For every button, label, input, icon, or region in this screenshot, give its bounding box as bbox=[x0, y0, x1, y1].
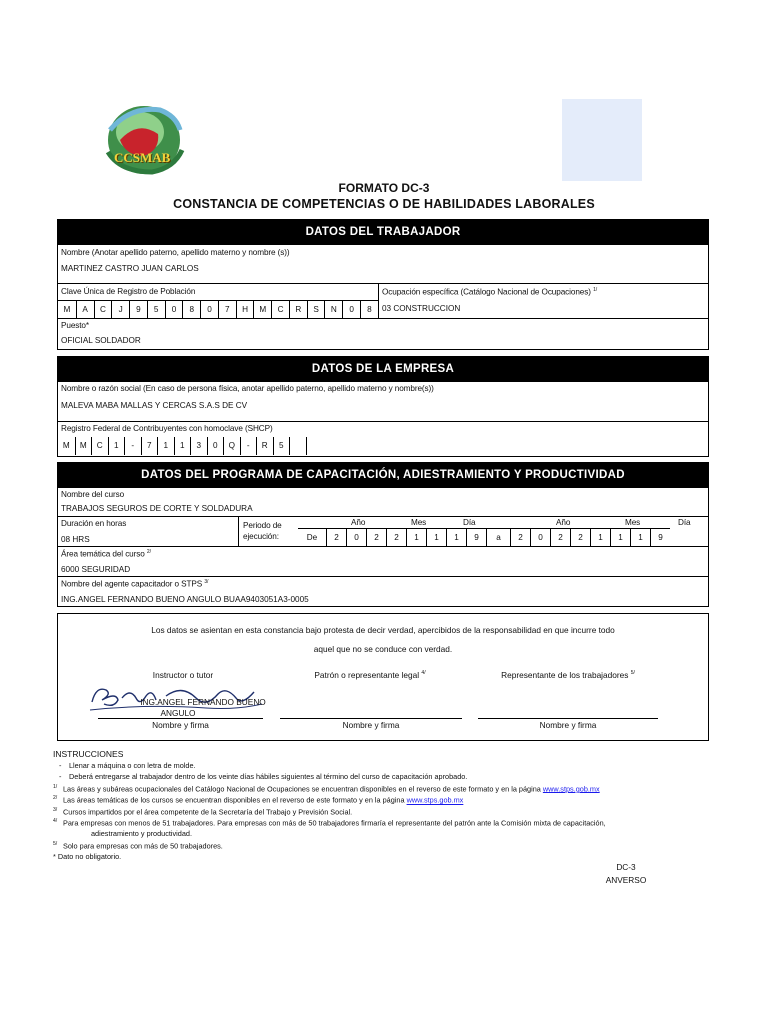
workers-rep-signature-line bbox=[478, 718, 658, 719]
declaration-box bbox=[57, 613, 709, 741]
curp-char-cell: H bbox=[236, 301, 254, 318]
rfc-label: Registro Federal de Contribuyentes con homoclave (SHCP) bbox=[61, 424, 273, 433]
instructions-title: INSTRUCCIONES bbox=[53, 749, 124, 759]
curp-char-cell: 9 bbox=[129, 301, 147, 318]
instruction-text: Las áreas temáticas de los cursos se encuentran disponibles en el reverso de este formato y en la página bbox=[63, 795, 405, 805]
end-month-label: Mes bbox=[625, 518, 641, 527]
end-year-label: Año bbox=[556, 518, 571, 527]
rfc-char-cell: 5 bbox=[273, 437, 290, 455]
section-trabajador-header: DATOS DEL TRABAJADOR bbox=[57, 219, 709, 245]
worker-name-row bbox=[57, 245, 709, 284]
period-from-label: De bbox=[298, 528, 326, 546]
start-day-label: Día bbox=[463, 518, 476, 527]
period-to-label: a bbox=[486, 528, 510, 546]
patron-caption: Nombre y firma bbox=[342, 720, 400, 730]
workers-rep-caption: Nombre y firma bbox=[539, 720, 597, 730]
curp-char-cell: C bbox=[271, 301, 289, 318]
workers-rep-sup: 5/ bbox=[630, 670, 635, 677]
duration-label: Duración en horas bbox=[61, 519, 127, 528]
instructor-title: Instructor o tutor bbox=[152, 670, 214, 680]
instruction-mark: - bbox=[59, 772, 62, 782]
rfc-cells bbox=[58, 437, 322, 455]
instruction-item bbox=[53, 784, 600, 793]
subject-area-value: 6000 SEGURIDAD bbox=[61, 565, 131, 574]
curp-char-cell: N bbox=[324, 301, 342, 318]
workers-rep-title bbox=[478, 670, 658, 680]
start-anio-digit: 2 bbox=[326, 528, 346, 546]
occupation-sup: 1/ bbox=[593, 287, 598, 293]
rfc-row bbox=[57, 422, 709, 457]
curp-char-cell: S bbox=[307, 301, 325, 318]
instructions-footnote: * Dato no obligatorio. bbox=[53, 852, 122, 861]
subject-area-row bbox=[57, 547, 709, 577]
instruction-text: Cursos impartidos por el área competente de la Secretaría del Trabajo y Previsión Social. bbox=[63, 807, 353, 817]
instruction-text: Deberá entregarse al trabajador dentro de los veinte días hábiles siguientes al término del curso de capacitación aprobado. bbox=[69, 772, 468, 782]
company-name-value: MALEVA MABA MALLAS Y CERCAS S.A.S DE CV bbox=[61, 401, 248, 410]
instruction-text: Llenar a máquina o con letra de molde. bbox=[69, 761, 196, 770]
instruction-mark: 1/ bbox=[53, 783, 58, 790]
instruction-text: Para empresas con menos de 51 trabajadores. Para empresas con más de 50 trabajadores firmaría el representante del patrón ante la Comisión mixta de capacitación, bbox=[63, 818, 606, 828]
form-subtitle: CONSTANCIA DE COMPETENCIAS O DE HABILIDADES LABORALES bbox=[173, 197, 595, 211]
form-title: FORMATO DC-3 bbox=[338, 181, 430, 195]
instruction-mark: 2/ bbox=[53, 795, 58, 802]
position-value: OFICIAL SOLDADOR bbox=[61, 336, 141, 345]
footer-code: DC-3 bbox=[616, 862, 636, 872]
end-day-label: Día bbox=[678, 518, 691, 527]
curp-char-cell: 8 bbox=[182, 301, 200, 318]
instruction-mark: - bbox=[59, 761, 62, 770]
duration-period-row bbox=[57, 517, 709, 547]
declaration-line-1: Los datos se asientan en esta constancia bajo protesta de decir verdad, apercibidos de la responsabilidad en que incurre todo bbox=[151, 625, 615, 635]
trainer-sup: 3/ bbox=[204, 579, 209, 585]
rfc-char-cell: - bbox=[240, 437, 257, 455]
rfc-char-cell: M bbox=[62, 441, 70, 450]
ccsmab-logo bbox=[100, 100, 188, 178]
instruction-item bbox=[53, 829, 192, 838]
end-mes-digit: 1 bbox=[610, 528, 630, 546]
instruction-mark: 5/ bbox=[53, 840, 58, 847]
start-month-label: Mes bbox=[411, 518, 427, 527]
rfc-char-cell: Q bbox=[223, 437, 240, 455]
instruction-item bbox=[53, 841, 223, 850]
instruction-mark: 3/ bbox=[53, 806, 58, 813]
end-anio-digit: 2 bbox=[510, 528, 530, 546]
instruction-item bbox=[53, 761, 196, 770]
course-name-row bbox=[57, 488, 709, 517]
rfc-char-cell: 3 bbox=[190, 437, 207, 455]
occupation-label bbox=[382, 287, 597, 297]
curp-char-cell: 0 bbox=[200, 301, 218, 318]
start-anio-digit: 2 bbox=[366, 528, 386, 546]
photo-placeholder bbox=[562, 99, 642, 181]
curp-label: Clave Única de Registro de Población bbox=[61, 287, 196, 296]
trainer-row bbox=[57, 577, 709, 607]
instruction-mark: 4/ bbox=[53, 818, 58, 824]
start-dia-digit: 9 bbox=[466, 528, 486, 546]
instructor-name-1: ING.ANGEL FERNANDO BUENO bbox=[140, 697, 266, 707]
instructor-name-2: ANGULO bbox=[160, 708, 196, 718]
stps-link[interactable]: www.stps.gob.mx bbox=[406, 795, 464, 805]
subject-area-label-text: Área temática del curso bbox=[61, 549, 145, 559]
curp-char-cell: 5 bbox=[147, 301, 165, 318]
start-mes-digit: 1 bbox=[406, 528, 426, 546]
company-name-row bbox=[57, 382, 709, 422]
trainer-label-text: Nombre del agente capacitador o STPS bbox=[61, 579, 203, 589]
rfc-char-cell bbox=[306, 437, 323, 455]
curp-char-cell: M bbox=[253, 301, 271, 318]
footer-side: ANVERSO bbox=[605, 875, 647, 885]
patron-title-text: Patrón o representante legal bbox=[314, 670, 420, 680]
worker-name-value: MARTINEZ CASTRO JUAN CARLOS bbox=[61, 264, 199, 273]
curp-char-cell: 0 bbox=[342, 301, 360, 318]
rfc-char-cell bbox=[289, 437, 306, 455]
workers-rep-title-text: Representante de los trabajadores bbox=[501, 670, 629, 680]
rfc-char-cell: R bbox=[256, 437, 273, 455]
course-name-value: TRABAJOS SEGUROS DE CORTE Y SOLDADURA bbox=[61, 504, 253, 513]
start-anio-digit: 2 bbox=[386, 528, 406, 546]
instructor-caption: Nombre y firma bbox=[152, 720, 209, 730]
end-dia-digit: 9 bbox=[650, 528, 670, 546]
divider bbox=[378, 284, 379, 318]
rfc-char-cell: 0 bbox=[207, 437, 224, 455]
duration-value: 08 HRS bbox=[61, 535, 90, 544]
rfc-char-cell: 1 bbox=[108, 437, 125, 455]
period-cells bbox=[298, 528, 710, 546]
curp-char-cell: A bbox=[76, 301, 94, 318]
end-anio-digit: 2 bbox=[570, 528, 590, 546]
instruction-text: Solo para empresas con más de 50 trabajadores. bbox=[63, 841, 223, 851]
occupation-label-text: Ocupación específica (Catálogo Nacional de Ocupaciones) bbox=[382, 287, 591, 297]
period-label-2: ejecución: bbox=[243, 532, 279, 541]
rfc-char-cell: 1 bbox=[174, 437, 191, 455]
stps-link[interactable]: www.stps.gob.mx bbox=[542, 784, 600, 794]
worker-name-label: Nombre (Anotar apellido paterno, apellido materno y nombre (s)) bbox=[61, 248, 290, 257]
instruction-text: Las áreas y subáreas ocupacionales del Catálogo Nacional de Ocupaciones se encuentran disponibles en el reverso de este formato y en la página bbox=[63, 784, 541, 794]
end-anio-digit: 2 bbox=[550, 528, 570, 546]
position-row bbox=[57, 319, 709, 350]
end-dia-digit: 1 bbox=[630, 528, 650, 546]
course-name-label: Nombre del curso bbox=[61, 490, 125, 499]
subject-area-label bbox=[61, 549, 151, 559]
instruction-item bbox=[53, 807, 352, 816]
subject-area-sup: 2/ bbox=[146, 549, 151, 555]
instruction-text: adiestramiento y productividad. bbox=[91, 829, 192, 839]
start-year-label: Año bbox=[351, 518, 366, 527]
curp-cells bbox=[58, 300, 378, 318]
curp-occupation-row bbox=[57, 284, 709, 319]
declaration-line-2: aquel que no se conduce con verdad. bbox=[313, 644, 453, 654]
instructor-signature-line bbox=[98, 718, 263, 719]
instruction-item bbox=[53, 772, 467, 781]
curp-char-cell: C bbox=[94, 301, 112, 318]
occupation-value: 03 CONSTRUCCION bbox=[382, 304, 461, 313]
period-label-1: Periodo de bbox=[243, 521, 282, 530]
globe-logo-icon bbox=[100, 100, 188, 178]
logo-text: CCSMAB bbox=[114, 150, 171, 165]
rfc-char-cell: C bbox=[91, 437, 108, 455]
patron-sup: 4/ bbox=[421, 670, 426, 677]
rfc-char-cell: 1 bbox=[157, 437, 174, 455]
section-programa-header: DATOS DEL PROGRAMA DE CAPACITACIÓN, ADIESTRAMIENTO Y PRODUCTIVIDAD bbox=[57, 462, 709, 488]
rfc-char-cell: - bbox=[124, 437, 141, 455]
section-empresa-header: DATOS DE LA EMPRESA bbox=[57, 356, 709, 382]
instruction-item bbox=[53, 795, 463, 804]
patron-title bbox=[280, 670, 460, 680]
rfc-char-cell: 7 bbox=[141, 437, 158, 455]
patron-signature-line bbox=[280, 718, 462, 719]
start-dia-digit: 1 bbox=[446, 528, 466, 546]
divider bbox=[238, 517, 239, 546]
instruction-item bbox=[53, 818, 606, 827]
end-mes-digit: 1 bbox=[590, 528, 610, 546]
trainer-value: ING.ANGEL FERNANDO BUENO ANGULO BUAA9403051A3-0005 bbox=[61, 595, 309, 604]
trainer-label bbox=[61, 579, 208, 589]
curp-char-cell: J bbox=[111, 301, 129, 318]
curp-char-cell: R bbox=[289, 301, 307, 318]
start-anio-digit: 0 bbox=[346, 528, 366, 546]
position-label: Puesto* bbox=[61, 321, 89, 330]
curp-char-cell: 7 bbox=[218, 301, 236, 318]
company-name-label: Nombre o razón social (En caso de persona física, anotar apellido paterno, apellido materno y nombre(s)) bbox=[61, 384, 434, 393]
curp-char-cell: 8 bbox=[360, 301, 378, 318]
curp-char-cell: 0 bbox=[165, 301, 183, 318]
end-anio-digit: 0 bbox=[530, 528, 550, 546]
start-mes-digit: 1 bbox=[426, 528, 446, 546]
curp-char-cell: M bbox=[63, 305, 71, 314]
rfc-char-cell: M bbox=[75, 437, 92, 455]
